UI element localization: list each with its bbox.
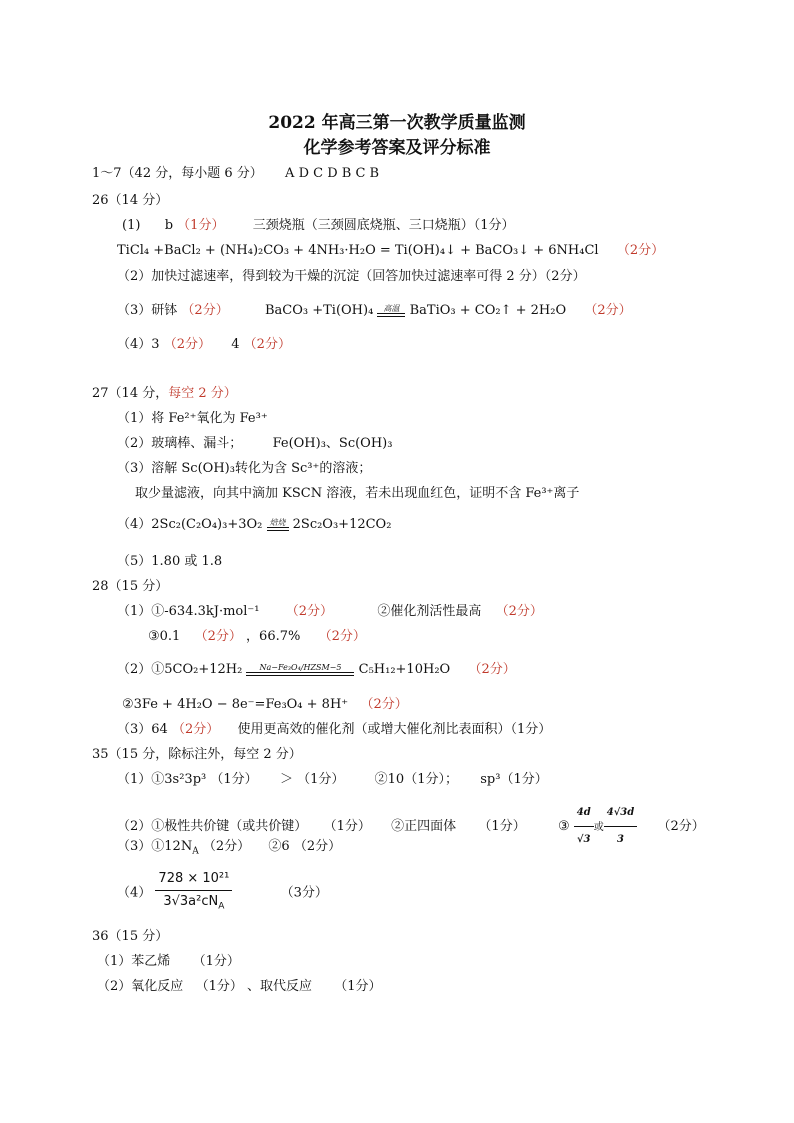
q35-p2-c-score: （2分）	[657, 819, 705, 834]
q27-p4-condition-arrow	[267, 518, 289, 531]
q26-p1	[122, 217, 515, 235]
q35-p3-a-sub: A	[192, 846, 199, 857]
q35-p2-fraction-2	[604, 800, 637, 853]
q26-p4-score-b: （2分）	[243, 337, 291, 352]
q27-p4-left: （4）2Sc₂(C₂O₄)₃+3O₂	[117, 517, 263, 532]
q27-label-score: 每空 2 分）	[168, 386, 237, 401]
q35-p1-a-score: （1分）	[210, 772, 258, 787]
q35-p2-c-or: 或	[593, 822, 604, 833]
q26-p3-score-b: （2分）	[584, 303, 632, 318]
q28-p1-c-score: （2分）	[194, 629, 242, 644]
q26-eq1-score: （2分）	[616, 243, 665, 258]
q26-p3-cond: 高温	[383, 304, 400, 313]
q1-7-line	[92, 165, 379, 183]
q36-p2-text: （2）氧化反应	[97, 979, 184, 994]
q35-p3-a-score: （2分）	[202, 839, 251, 854]
fraction-numerator: 4√3d	[604, 800, 637, 827]
q26-p1-num: (1)	[122, 218, 141, 233]
q28-p3	[117, 721, 551, 739]
q27-p3-b: 取少量滤液，向其中滴加 KSCN 溶液，若未出现血红色，证明不含 Fe³⁺离子	[135, 486, 580, 501]
q28-p2-cond: Na−Fe₃O₄/HZSM−5	[259, 663, 342, 672]
q27-p2-a: （2）玻璃棒、漏斗；	[117, 436, 243, 451]
q26-p4-score-a: （2分）	[163, 337, 211, 352]
q26-p4-label: （4）3	[117, 337, 160, 352]
fraction-denominator-text: 3√3a²cN	[163, 894, 219, 909]
q28-p1-a: （1）①-634.3kJ·mol⁻¹	[117, 604, 260, 619]
answer-key-title: 化学参考答案及评分标准	[303, 138, 491, 158]
fraction-denominator: 3	[616, 834, 624, 845]
q36-p2-score-a: （1分）	[195, 979, 243, 994]
q36-p2-b: 、取代反应	[246, 979, 312, 994]
q27-p1: （1）将 Fe²⁺氧化为 Fe³⁺	[117, 411, 268, 426]
q35-p4-fraction	[155, 868, 232, 918]
q36-p2-score-b: （1分）	[334, 979, 382, 994]
q35-p2-a-score: （1分）	[323, 819, 371, 834]
q26-equation	[117, 242, 664, 260]
q28-p2-left: （2）①5CO₂+12H₂	[117, 662, 243, 677]
q35-p1-b-score: （1分）	[297, 772, 345, 787]
q35-p2-a: （2）①极性共价键（或共价键）	[117, 819, 308, 834]
q28-p3-b: 使用更高效的催化剂（或增大催化剂比表面积）（1分）	[237, 722, 552, 737]
q28-p3-score: （2分）	[171, 722, 220, 737]
q35-label: 35（15 分，除标注外，每空 2 分）	[92, 747, 302, 762]
q35-p3	[117, 838, 341, 861]
equals-bar	[246, 672, 354, 676]
q26-p3-label: （3）研钵	[117, 303, 178, 318]
q35-p1-a: （1）①3s²3p³	[117, 772, 207, 787]
q35-p3-b-score: （2分）	[293, 839, 342, 854]
q26-p1-ans-b: 三颈烧瓶（三颈圆底烧瓶、三口烧瓶）（1分）	[252, 218, 515, 233]
q26-p3-eq-left: BaCO₃ +Ti(OH)₄	[264, 303, 374, 318]
q35-p4-score: （3分）	[280, 885, 328, 901]
q27-p3: （3）溶解 Sc(OH)₃转化为含 Sc³⁺的溶液；	[117, 461, 372, 476]
q35-p4	[117, 868, 328, 918]
q28-p1-d: ，66.7%	[246, 629, 301, 644]
q28-p2-score: （2分）	[468, 662, 516, 677]
q26-p4	[117, 336, 291, 354]
q35-p2-c-mark: ③	[557, 819, 570, 834]
q28-label: 28（15 分）	[92, 579, 169, 594]
q27-p2	[117, 435, 392, 453]
q27-p4	[117, 516, 391, 534]
q35-p2-b: ②正四面体	[391, 819, 457, 834]
q28-p2-b-text: ②3Fe + 4H₂O − 8e⁻=Fe₃O₄ + 8H⁺	[122, 697, 349, 712]
q35-p2-b-score: （1分）	[478, 819, 526, 834]
q28-p2-b	[122, 696, 408, 714]
fraction-numerator: 728 × 10²¹	[155, 868, 232, 891]
q28-p2	[117, 661, 516, 679]
q28-p1-d-score: （2分）	[318, 629, 366, 644]
q26-p3-condition-arrow	[377, 304, 405, 317]
equals-bar	[267, 527, 289, 531]
q28-p3-a: （3）64	[117, 722, 168, 737]
q28-p1	[117, 603, 543, 621]
q27-p4-right: 2Sc₂O₃+12CO₂	[292, 517, 392, 532]
q28-p1-a-score: （2分）	[285, 604, 334, 619]
equals-bar	[377, 313, 405, 317]
q27-label-text: 27（14 分，	[92, 386, 169, 401]
q26-p1-score-a: （1分）	[177, 218, 225, 233]
q36-p1	[97, 953, 240, 971]
fraction-denominator: √3	[576, 834, 591, 845]
q35-p1-d: sp³（1分）	[480, 772, 548, 787]
q1-7-answers: A D C D B C B	[285, 166, 380, 181]
fraction-numerator: 4d	[574, 800, 594, 827]
q35-p1	[117, 771, 548, 789]
q36-label: 36（15 分）	[92, 929, 169, 944]
exam-title: 2022 年高三第一次教学质量监测	[268, 113, 526, 133]
q27-label	[92, 385, 237, 403]
q35-p3-b: ②6	[268, 839, 290, 854]
q26-p1-ans-a: b	[164, 218, 174, 233]
q35-p4-label: （4）	[117, 885, 152, 901]
q28-p1-line2	[148, 628, 366, 646]
fraction-denominator-sub: A	[218, 901, 225, 912]
q28-p1-b: ②催化剂活性最高	[377, 604, 482, 619]
q26-p2: （2）加快过滤速率，得到较为干燥的沉淀（回答加快过滤速率可得 2 分）（2分）	[117, 269, 586, 284]
fraction-denominator	[155, 891, 232, 918]
q28-p1-b-score: （2分）	[495, 604, 543, 619]
q35-p3-a: （3）①12N	[117, 839, 193, 854]
q27-p2-b: Fe(OH)₃、Sc(OH)₃	[272, 436, 393, 451]
q36-p2	[97, 978, 382, 996]
q26-p3-score-a: （2分）	[181, 303, 229, 318]
q26-label: 26（14 分）	[92, 193, 169, 208]
q28-p2-b-score: （2分）	[360, 697, 408, 712]
q26-eq1: TiCl₄ +BaCl₂ + (NH₄)₂CO₃ + 4NH₃·H₂O = Ti(OH)₄↓ + BaCO₃↓ + 6NH₄Cl	[117, 243, 599, 258]
q1-7-label: 1～7（42 分，每小题 6 分）	[92, 166, 263, 181]
q28-p1-c: ③0.1	[148, 629, 181, 644]
q26-p4-b: 4	[231, 337, 240, 352]
q35-p1-c: ②10（1分）；	[374, 772, 458, 787]
q27-p5: （5）1.80 或 1.8	[117, 554, 223, 569]
q36-p1-score: （1分）	[192, 954, 240, 969]
q26-p3	[117, 302, 632, 320]
q27-p4-cond: 焙烧	[269, 518, 286, 527]
q36-p1-text: （1）苯乙烯	[97, 954, 171, 969]
q28-p2-right: C₅H₁₂+10H₂O	[358, 662, 451, 677]
q35-p2-fraction-1	[574, 800, 594, 853]
q26-p3-eq-right: BaTiO₃ + CO₂↑ + 2H₂O	[409, 303, 567, 318]
q28-p2-condition-arrow	[246, 663, 354, 676]
q35-p1-b: ＞	[279, 772, 293, 787]
